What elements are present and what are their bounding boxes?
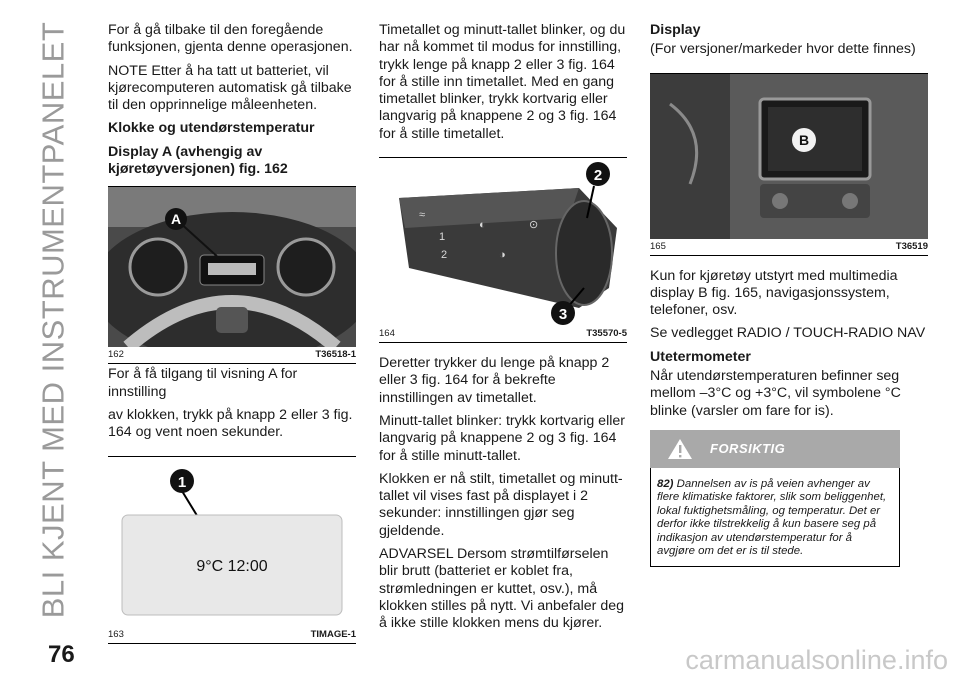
- warning-triangle-icon: [650, 438, 710, 460]
- figure-caption: 162 T36518-1: [108, 347, 356, 364]
- figure-163: [108, 456, 356, 644]
- section-heading: Klokke og utendørstemperatur: [108, 120, 315, 137]
- watermark: carmanualsonline.info: [685, 645, 948, 675]
- svg-text:1: 1: [439, 231, 446, 244]
- svg-text:⊙: ⊙: [529, 219, 539, 232]
- paragraph: Klokken er nå stilt, timetallet og minutt-tallet vil vises fast på displayet i 2 sekunder: innstillingen gjør seg gjeldende.: [379, 470, 623, 539]
- figure-165: [650, 73, 928, 256]
- paragraph: av klokken, trykk på knapp 2 eller 3 fig. 164 og vent noen sekunder.: [108, 406, 353, 441]
- svg-text:◐: ◐: [479, 219, 486, 232]
- warning-header: [650, 430, 900, 468]
- callout-2: 2: [593, 167, 603, 185]
- paragraph: Timetallet og minutt-tallet blinker, og du har nå kommet til modus for innstilling, trykk lenge på knapp 2 eller 3 fig. 164 for å stille inn timetallet. Med en gang timetallet blinker, trykk kortvarig eller langvarig på knappene 2 og 3 fig. 164 for å stille timetallet.: [379, 22, 626, 142]
- figure-162: [108, 186, 356, 364]
- warning-box: [650, 430, 900, 567]
- paragraph: Se vedlegget RADIO / TOUCH-RADIO NAV: [650, 325, 926, 342]
- callout-b: B: [798, 131, 810, 148]
- paragraph: For å gå tilbake til den foregående funksjonen, gjenta denne operasjonen.: [108, 22, 353, 56]
- figure-caption: 165 T36519: [650, 239, 928, 256]
- warning-title: FORSIKTIG: [710, 441, 786, 457]
- paragraph: (For versjoner/markeder hvor dette finnes): [650, 41, 916, 58]
- dashboard-cluster-photo: [108, 187, 356, 347]
- multimedia-display-photo: [650, 74, 928, 239]
- warning-text: 82) Dannelsen av is på veien avhenger av flere klimatiske faktorer, slik som beliggenhet, lokal fuktighetsmåling, og temperatur. Det er derfor ikke tilstrekkelig å kun basere seg på indikasjon av utendørstemperatur for å avgjøre om det er is til stede.: [650, 468, 900, 567]
- figure-caption: 164 T35570-5: [379, 326, 627, 343]
- column-1: [108, 22, 356, 644]
- figure-164: [379, 157, 627, 343]
- callout-a: A: [170, 211, 182, 228]
- section-heading: Display: [650, 22, 701, 38]
- warning-paragraph: ADVARSEL Dersom strømtilførselen blir brutt (batteriet er koblet fra, strømledningen er kuttet, osv.), må klokken stilles på nytt. Vi anbefaler deg å ikke stille klokken mens du kjører.: [379, 546, 625, 632]
- paragraph: Når utendørstemperaturen befinner seg mellom –3°C og +3°C, vil symbolene °C blinke (varsler om fare for is).: [650, 368, 901, 419]
- page-number: 76: [48, 641, 75, 668]
- note-paragraph: NOTE Etter å ha tatt ut batteriet, vil kjørecomputeren automatisk gå tilbake til den opprinnelige måleenheten.: [108, 62, 352, 114]
- figure-caption: 163 TIMAGE-1: [108, 627, 356, 644]
- svg-text:2: 2: [441, 249, 448, 262]
- display-diagram: [108, 457, 356, 627]
- svg-text:◑: ◑: [499, 249, 506, 262]
- svg-text:≈: ≈: [419, 209, 426, 222]
- paragraph: For å få tilgang til visning A for innstilling: [108, 366, 298, 400]
- display-readout: 9°C 12:00: [196, 557, 268, 575]
- paragraph: Kun for kjøretøy utstyrt med multimedia display B fig. 165, navigasjonssystem, telefoner, osv.: [650, 267, 898, 319]
- column-2: [379, 22, 627, 639]
- column-3: [650, 22, 930, 567]
- callout-1: 1: [177, 473, 187, 491]
- paragraph: Minutt-tallet blinker: trykk kortvarig eller langvarig på knappene 2 og 3 fig. 164 for å stille minutt-tallet.: [379, 412, 625, 464]
- sub-heading: Display A (avhengig av kjøretøyversjonen) fig. 162: [108, 143, 288, 178]
- callout-3: 3: [558, 306, 568, 324]
- paragraph: Deretter trykker du lenge på knapp 2 eller 3 fig. 164 for å bekrefte innstillingen av timetallet.: [379, 355, 610, 406]
- section-heading: Utetermometer: [650, 348, 751, 365]
- stalk-switch-photo: [379, 158, 627, 326]
- chapter-title: BLI KJENT MED INSTRUMENTPANELET: [35, 21, 70, 619]
